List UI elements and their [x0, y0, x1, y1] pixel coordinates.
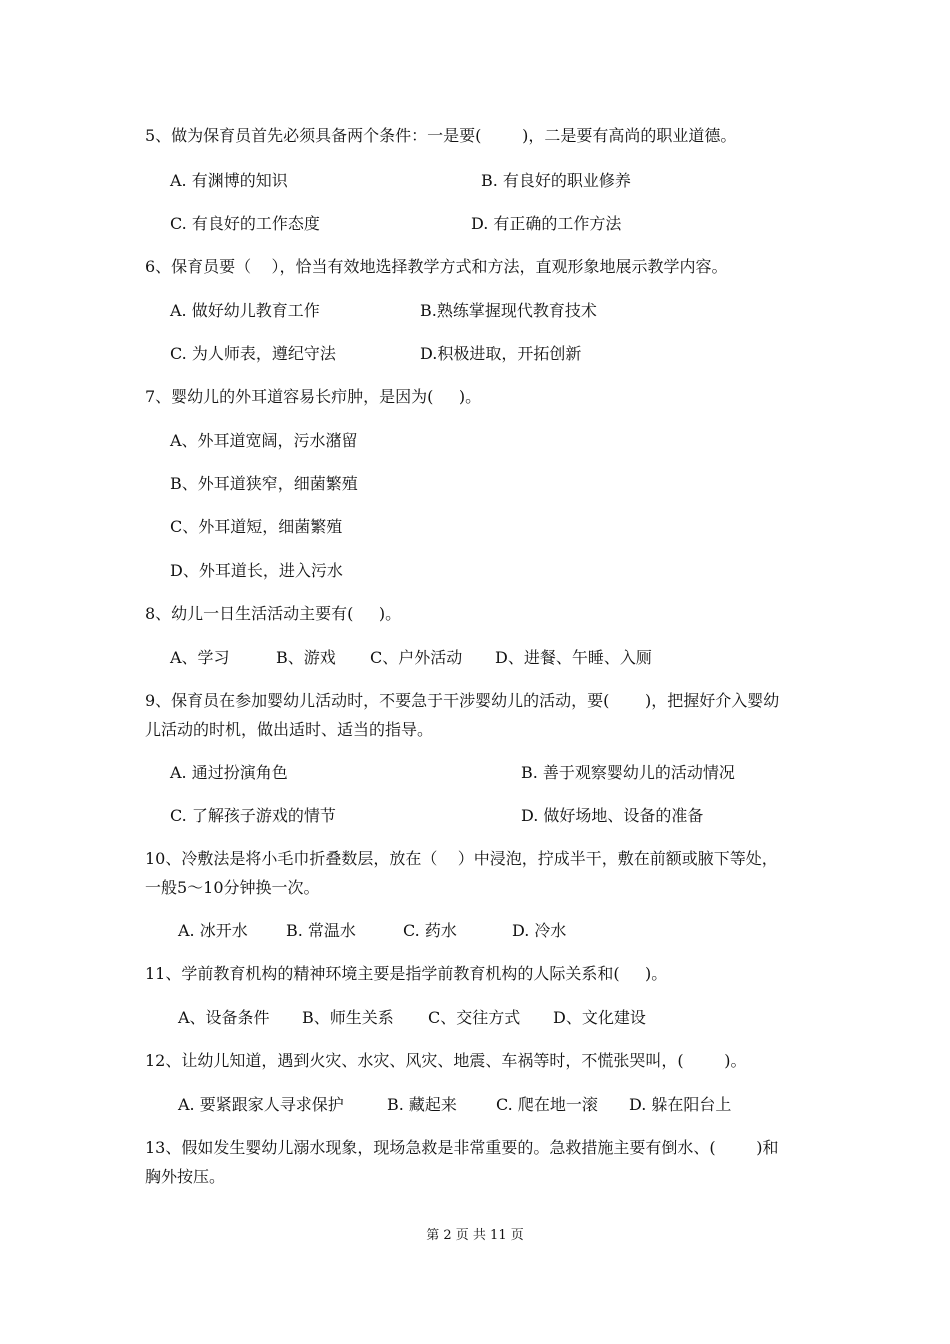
question-11-option-d: D、文化建设	[553, 1008, 646, 1027]
question-10-stem-line-1: 10、冷敷法是将小毛巾折叠数层，放在（ ）中浸泡，拧成半干，敷在前额或腋下等处，	[145, 849, 778, 868]
question-8-option-d: D、进餐、午睡、入厕	[495, 648, 652, 667]
question-12-option-a: A. 要紧跟家人寻求保护	[178, 1095, 344, 1114]
question-9-option-b: B. 善于观察婴幼儿的活动情况	[521, 763, 735, 782]
question-7-option-a: A、外耳道宽阔，污水潴留	[170, 431, 358, 450]
question-5-option-a: A. 有渊博的知识	[170, 171, 288, 190]
question-12-stem: 12、让幼儿知道，遇到火灾、水灾、风灾、地震、车祸等时，不慌张哭叫，( )。	[145, 1051, 747, 1070]
question-6-option-a: A. 做好幼儿教育工作	[170, 301, 320, 320]
question-6-option-c: C. 为人师表，遵纪守法	[170, 344, 336, 363]
question-13-stem-line-2: 胸外按压。	[145, 1167, 226, 1186]
question-8-option-b: B、游戏	[276, 648, 336, 667]
question-7-stem: 7、婴幼儿的外耳道容易长疖肿，是因为( )。	[145, 387, 482, 406]
question-5-stem: 5、做为保育员首先必须具备两个条件：一是要( )，二是要有高尚的职业道德。	[145, 126, 737, 145]
question-9-stem-line-1: 9、保育员在参加婴幼儿活动时，不要急于干涉婴幼儿的活动，要( )，把握好介入婴幼	[145, 691, 780, 710]
question-9-option-d: D. 做好场地、设备的准备	[521, 806, 704, 825]
question-12-option-c: C. 爬在地一滚	[496, 1095, 598, 1114]
question-12-option-b: B. 藏起来	[387, 1095, 457, 1114]
question-10-option-a: A. 冰开水	[178, 921, 248, 940]
page-footer: 第 2 页 共 11 页	[426, 1228, 524, 1243]
question-7-option-b: B、外耳道狭窄，细菌繁殖	[170, 474, 358, 493]
question-6-option-b: B.熟练掌握现代教育技术	[420, 301, 597, 320]
question-8-option-c: C、户外活动	[370, 648, 463, 667]
question-5-option-b: B. 有良好的职业修养	[481, 171, 631, 190]
question-11-option-a: A、设备条件	[178, 1008, 270, 1027]
question-9-stem-line-2: 儿活动的时机，做出适时、适当的指导。	[145, 720, 434, 739]
question-6-option-d: D.积极进取，开拓创新	[420, 344, 582, 363]
question-11-option-c: C、交往方式	[428, 1008, 521, 1027]
question-10-option-d: D. 冷水	[512, 921, 567, 940]
question-7-option-c: C、外耳道短，细菌繁殖	[170, 517, 343, 536]
question-10-option-c: C. 药水	[403, 921, 457, 940]
question-5-option-d: D. 有正确的工作方法	[471, 214, 622, 233]
question-12-option-d: D. 躲在阳台上	[629, 1095, 732, 1114]
question-11-stem: 11、学前教育机构的精神环境主要是指学前教育机构的人际关系和( )。	[145, 964, 668, 983]
question-13-stem-line-1: 13、假如发生婴幼儿溺水现象，现场急救是非常重要的。急救措施主要有倒水、( )和	[145, 1138, 779, 1157]
question-8-option-a: A、学习	[170, 648, 230, 667]
question-6-stem: 6、保育员要（ ），恰当有效地选择教学方式和方法，直观形象地展示教学内容。	[145, 257, 728, 276]
question-5-option-c: C. 有良好的工作态度	[170, 214, 320, 233]
question-10-option-b: B. 常温水	[286, 921, 356, 940]
question-11-option-b: B、师生关系	[302, 1008, 394, 1027]
question-7-option-d: D、外耳道长，进入污水	[170, 561, 343, 580]
question-9-option-c: C. 了解孩子游戏的情节	[170, 806, 336, 825]
question-9-option-a: A. 通过扮演角色	[170, 763, 288, 782]
question-8-stem: 8、幼儿一日生活活动主要有( )。	[145, 604, 402, 623]
question-10-stem-line-2: 一般5～10分钟换一次。	[145, 878, 320, 897]
